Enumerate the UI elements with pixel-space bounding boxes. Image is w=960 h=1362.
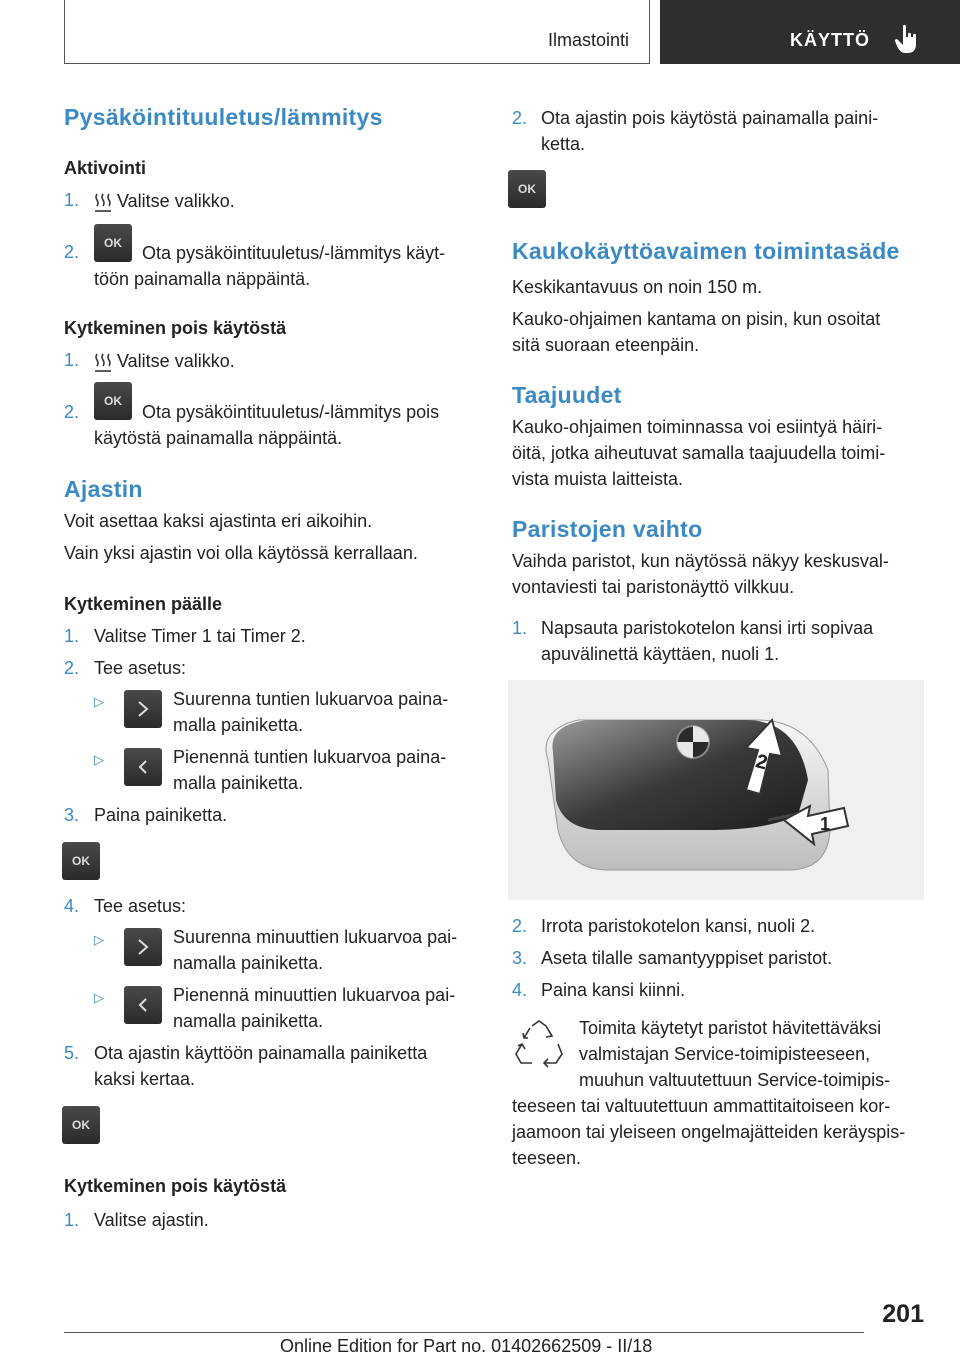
step-number: 4. [64, 896, 80, 916]
bullet-triangle-icon: ▷ [94, 990, 104, 1005]
step-text: ketta. [541, 134, 586, 154]
step-number: 3. [512, 948, 528, 968]
step-text: kaksi kertaa. [94, 1069, 196, 1089]
section-title-key-range: Kaukokäyttöavaimen toimintasäde [512, 238, 900, 264]
header-chapter-title: KÄYTTÖ [790, 30, 870, 50]
ok-button-icon: OK [94, 224, 132, 262]
step-text: apuvälinettä käyttäen, nuoli 1. [541, 644, 780, 664]
header-chapter-tab [660, 0, 960, 64]
step-number: 1. [64, 1210, 80, 1230]
step-number: 1. [512, 618, 528, 638]
step-number: 2. [64, 402, 80, 422]
step-text: Aseta tilalle samantyyppiset paristot. [541, 948, 833, 968]
subheading-deactivation: Kytkeminen pois käytöstä [64, 1176, 287, 1196]
section-title-battery-change: Paristojen vaihto [512, 516, 703, 542]
step-number: 5. [64, 1043, 80, 1063]
parking-heater-icon [94, 353, 112, 373]
bullet-triangle-icon: ▷ [94, 694, 104, 709]
step-number: 1. [64, 350, 80, 370]
paragraph: Kauko-ohjaimen kantama on pisin, kun osoitat [512, 309, 881, 329]
step-text: namalla painiketta. [173, 1011, 324, 1031]
arrow-left-button-icon [124, 748, 162, 786]
bullet-triangle-icon: ▷ [94, 932, 104, 947]
step-text: Valitse valikko. [117, 191, 235, 211]
paragraph: sitä suoraan eteenpäin. [512, 335, 700, 355]
paragraph: öitä, jotka aiheutuvat samalla taajuudella toimi- [512, 443, 886, 463]
ok-button-icon: OK [62, 1106, 100, 1144]
step-text: töön painamalla näppäintä. [94, 269, 311, 289]
step-text: malla painiketta. [173, 773, 304, 793]
subheading-deactivation: Kytkeminen pois käytöstä [64, 318, 287, 338]
arrow-right-button-icon [124, 690, 162, 728]
paragraph: Voit asettaa kaksi ajastinta eri aikoihin. [64, 511, 373, 531]
step-text: Valitse Timer 1 tai Timer 2. [94, 626, 306, 646]
arrow-label: 2 [753, 750, 770, 775]
notice-text: muuhun valtuutettuun Service-toimipis- [579, 1070, 891, 1090]
paragraph: Kauko-ohjaimen toiminnassa voi esiintyä häiri- [512, 417, 883, 437]
step-text: Pienennä minuuttien lukuarvoa pai- [173, 985, 456, 1005]
notice-text: jaamoon tai yleiseen ongelmajätteiden keräyspis- [512, 1122, 906, 1142]
arrow-left-button-icon [124, 986, 162, 1024]
ok-button-icon: OK [62, 842, 100, 880]
step-text: Suurenna tuntien lukuarvoa paina- [173, 689, 449, 709]
page-number: 201 [882, 1300, 924, 1328]
paragraph: vista muista laitteista. [512, 469, 684, 489]
step-text: Napsauta paristokotelon kansi irti sopivaa [541, 618, 874, 638]
key-fob-illustration [508, 680, 924, 900]
step-text: Ota ajastin käyttöön painamalla painiketta [94, 1043, 428, 1063]
step-text: Irrota paristokotelon kansi, nuoli 2. [541, 916, 816, 936]
step-number: 1. [64, 190, 80, 210]
step-text: Pienennä tuntien lukuarvoa paina- [173, 747, 447, 767]
subheading-switch-on: Kytkeminen päälle [64, 594, 223, 614]
step-number: 1. [64, 626, 80, 646]
step-text: Paina painiketta. [94, 805, 228, 825]
arrow-label: 1 [820, 814, 831, 834]
step-text: Tee asetus: [94, 896, 187, 916]
step-number: 2. [64, 242, 80, 262]
step-number: 3. [64, 805, 80, 825]
step-text: Suurenna minuuttien lukuarvoa pai- [173, 927, 458, 947]
paragraph: vontaviesti tai paristonäyttö vilkkuu. [512, 577, 795, 597]
step-text: Valitse valikko. [117, 351, 235, 371]
footer-divider [64, 1332, 864, 1333]
section-title-frequencies: Taajuudet [512, 382, 622, 408]
bullet-triangle-icon: ▷ [94, 752, 104, 767]
notice-text: teeseen. [512, 1148, 582, 1168]
step-text: namalla painiketta. [173, 953, 324, 973]
step-text: Paina kansi kiinni. [541, 980, 686, 1000]
section-title-timer: Ajastin [64, 476, 143, 502]
step-text: malla painiketta. [173, 715, 304, 735]
paragraph: Keskikantavuus on noin 150 m. [512, 277, 763, 297]
notice-text: Toimita käytetyt paristot hävitettäväksi [579, 1018, 882, 1038]
arrow-right-button-icon [124, 928, 162, 966]
notice-text: valmistajan Service-toimipisteeseen, [579, 1044, 871, 1064]
footer-edition: Online Edition for Part no. 01402662509 - II/18 [280, 1336, 653, 1356]
parking-heater-icon [94, 193, 112, 213]
pointing-hand-icon [894, 24, 920, 54]
subheading-activation: Aktivointi [64, 158, 147, 178]
step-text: Ota ajastin pois käytöstä painamalla paini- [541, 108, 879, 128]
step-text: Tee asetus: [94, 658, 187, 678]
ok-button-icon: OK [94, 382, 132, 420]
step-number: 2. [64, 658, 80, 678]
notice-text: teeseen tai valtuutettuun ammattitaitoiseen kor- [512, 1096, 891, 1116]
step-number: 2. [512, 916, 528, 936]
step-text: Ota pysäköintituuletus/-lämmitys käyt- [142, 243, 446, 263]
paragraph: Vaihda paristot, kun näytössä näkyy keskusval- [512, 551, 889, 571]
paragraph: Vain yksi ajastin voi olla käytössä kerrallaan. [64, 543, 418, 563]
step-number: 2. [512, 108, 528, 128]
header-section-title: Ilmastointi [547, 30, 629, 50]
step-text: käytöstä painamalla näppäintä. [94, 428, 343, 448]
section-title-parking-ventilation: Pysäköintituuletus/lämmitys [64, 104, 383, 130]
step-text: Valitse ajastin. [94, 1210, 209, 1230]
step-number: 4. [512, 980, 528, 1000]
step-text: Ota pysäköintituuletus/-lämmitys pois [142, 402, 440, 422]
ok-button-icon: OK [508, 170, 546, 208]
recycle-icon [512, 1018, 566, 1072]
header-section-box [64, 0, 650, 64]
